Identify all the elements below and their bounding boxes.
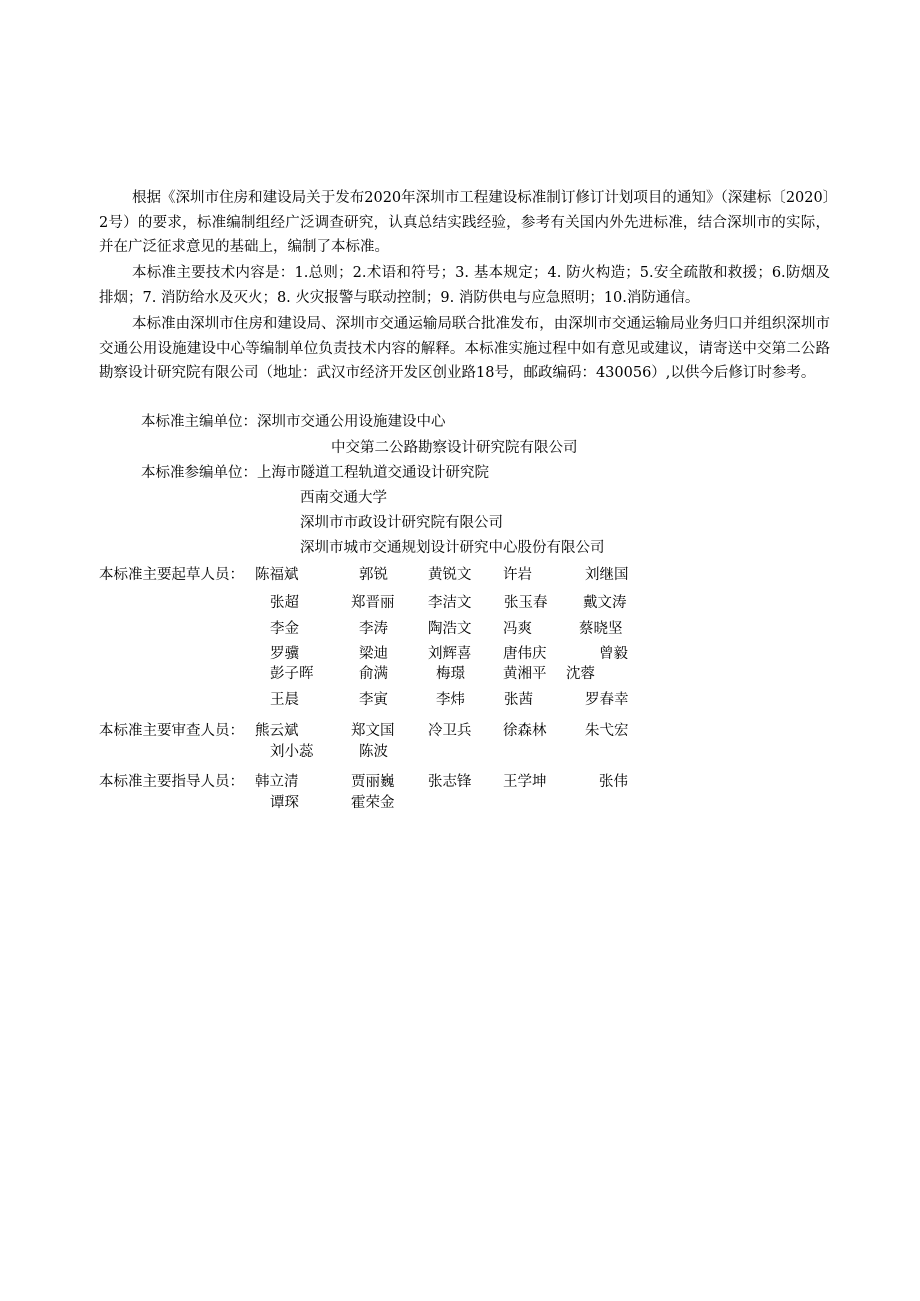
chief-unit: 深圳市交通公用设施建设中心 — [257, 414, 446, 430]
drafter-name: 黄锐文 — [428, 567, 472, 583]
drafter-name: 罗春幸 — [585, 692, 629, 708]
drafter-name: 郑晋丽 — [351, 595, 395, 611]
reviewer-name: 朱弋宏 — [585, 723, 629, 739]
drafter-name: 许岩 — [503, 567, 532, 583]
guide-name: 韩立清 — [255, 774, 299, 790]
drafter-name: 沈蓉 — [566, 666, 595, 682]
drafter-name: 俞满 — [359, 666, 388, 682]
reviewers-label: 本标准主要审查人员： — [99, 723, 244, 739]
guide-name: 张伟 — [599, 774, 628, 790]
drafter-name: 郭锐 — [359, 567, 388, 583]
participating-unit: 西南交通大学 — [300, 490, 387, 506]
drafter-name: 蔡晓坚 — [579, 621, 623, 637]
guides-label: 本标准主要指导人员： — [99, 774, 244, 790]
drafter-name: 刘辉喜 — [428, 646, 472, 662]
drafter-name: 曾毅 — [599, 646, 628, 662]
drafter-name: 戴文涛 — [583, 595, 627, 611]
drafter-name: 唐伟庆 — [503, 646, 547, 662]
intro-paragraph-3: 本标准由深圳市住房和建设局、深圳市交通运输局联合批准发布，由深圳市交通运输局业务归口并组织深圳市交通公用设施建设中心等编制单位负责技术内容的解释。本标准实施过程中如有意见或建议，请寄送中交第二公路勘察设计研究院有限公司（地址：武汉市经济开发区创业路18号，邮政编码：430056）,以供今后修订时参考。 — [99, 316, 830, 381]
chief-unit: 中交第二公路勘察设计研究院有限公司 — [331, 440, 578, 456]
drafter-name: 王晨 — [270, 692, 299, 708]
drafter-name: 黄湘平 — [503, 666, 547, 682]
drafter-name: 陶浩文 — [428, 621, 472, 637]
guide-name: 张志锋 — [428, 774, 472, 790]
participating-unit: 上海市隧道工程轨道交通设计研究院 — [257, 465, 489, 481]
reviewer-name: 郑文国 — [351, 723, 395, 739]
participating-unit: 深圳市城市交通规划设计研究中心股份有限公司 — [300, 540, 605, 556]
drafter-name: 罗骥 — [270, 646, 299, 662]
intro-paragraph-1: 根据《深圳市住房和建设局关于发布2020年深圳市工程建设标准制订修订计划项目的通知》（深建标〔2020〕2号）的要求，标准编制组经广泛调查研究，认真总结实践经验，参考有关国内外先进标准，结合深圳市的实际，并在广泛征求意见的基础上，编制了本标准。 — [99, 190, 830, 255]
guide-name: 贾丽巍 — [351, 774, 395, 790]
reviewer-name: 陈波 — [359, 744, 388, 760]
participating-unit: 深圳市市政设计研究院有限公司 — [300, 515, 503, 531]
drafter-name: 刘继国 — [585, 567, 629, 583]
drafter-name: 张超 — [270, 595, 299, 611]
drafter-name: 李寅 — [359, 692, 388, 708]
drafter-name: 冯爽 — [503, 621, 532, 637]
drafter-name: 李金 — [270, 621, 299, 637]
reviewer-name: 徐森林 — [503, 723, 547, 739]
participating-units-label: 本标准参编单位： — [141, 465, 257, 481]
drafters-label: 本标准主要起草人员： — [99, 567, 244, 583]
guide-name: 霍荣金 — [351, 795, 395, 811]
guide-name: 王学坤 — [503, 774, 547, 790]
drafter-name: 张茜 — [504, 692, 533, 708]
drafter-name: 李炜 — [436, 692, 465, 708]
reviewer-name: 熊云斌 — [255, 723, 299, 739]
drafter-name: 彭子晖 — [270, 666, 314, 682]
guide-name: 谭琛 — [270, 795, 299, 811]
drafter-name: 李涛 — [359, 621, 388, 637]
reviewer-name: 冷卫兵 — [428, 723, 472, 739]
drafter-name: 李洁文 — [428, 595, 472, 611]
drafter-name: 张玉春 — [504, 595, 548, 611]
drafter-name: 梁迪 — [359, 646, 388, 662]
drafter-name: 梅璟 — [436, 666, 465, 682]
drafter-name: 陈福斌 — [255, 567, 299, 583]
intro-paragraph-2: 本标准主要技术内容是：1.总则；2.术语和符号；3. 基本规定；4. 防火构造；5.安全疏散和救援；6.防烟及排烟；7. 消防给水及灭火；8. 火灾报警与联动控制；9. 消防供电与应急照明；10.消防通信。 — [99, 265, 830, 306]
reviewer-name: 刘小蕊 — [270, 744, 314, 760]
chief-units-label: 本标准主编单位： — [141, 414, 257, 430]
